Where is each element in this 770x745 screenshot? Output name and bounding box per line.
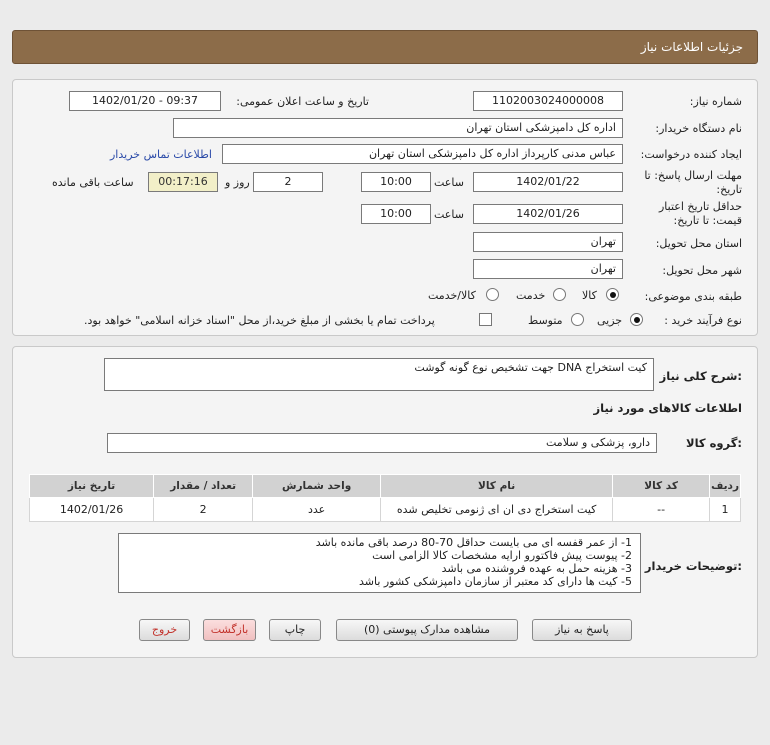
col-row: ردیف bbox=[710, 475, 741, 498]
goods-section-title: اطلاعات کالاهای مورد نیاز bbox=[593, 401, 742, 415]
process-label: نوع فرآیند خرید : bbox=[664, 314, 742, 327]
print-button[interactable]: چاپ bbox=[269, 619, 321, 641]
validity-label: حداقل تاریخ اعتبار bbox=[658, 200, 742, 213]
col-date: تاریخ نیاز bbox=[30, 475, 154, 498]
remaining-time-label: ساعت باقی مانده bbox=[52, 176, 134, 189]
buyer-notes-field bbox=[118, 533, 641, 593]
deadline-time-field: 10:00 bbox=[361, 172, 431, 192]
requester-label: ایجاد کننده درخواست: bbox=[640, 148, 742, 161]
goods-table bbox=[29, 474, 741, 522]
validity-label-date: قیمت: تا تاریخ: bbox=[673, 214, 742, 227]
process-radio-medium[interactable] bbox=[571, 313, 584, 326]
page-header bbox=[12, 30, 758, 64]
notes-label: توضیحات خریدار: bbox=[644, 559, 742, 573]
goods-group-field: دارو، پزشکی و سلامت bbox=[107, 433, 657, 453]
requester-field: عباس مدنی کارپرداز اداره کل دامپزشکی استان تهران bbox=[222, 144, 623, 164]
note-line: 2- پیوست پیش فاکتورو ارایه مشخصات کالا الزامی است bbox=[372, 549, 632, 562]
deadline-label: مهلت ارسال پاسخ: تا bbox=[644, 169, 742, 182]
announce-label: تاریخ و ساعت اعلان عمومی: bbox=[236, 95, 369, 108]
deadline-date-field: 1402/01/22 bbox=[473, 172, 623, 192]
province-field: تهران bbox=[473, 232, 623, 252]
note-line: 3- هزینه حمل به عهده فروشنده می باشد bbox=[441, 562, 632, 575]
summary-label: شرح کلی نیاز: bbox=[659, 369, 742, 383]
buyer-org-label: نام دستگاه خریدار: bbox=[655, 122, 742, 135]
view-attachments-button[interactable]: مشاهده مدارک پیوستی (0) bbox=[336, 619, 518, 641]
treasury-payment-note: پرداخت تمام یا بخشی از مبلغ خرید،از محل "اسناد خزانه اسلامی" خواهد بود. bbox=[84, 314, 435, 327]
category-option-goods: کالا bbox=[582, 289, 597, 302]
category-option-service: خدمت bbox=[516, 289, 546, 302]
announce-datetime-field: 1402/01/20 - 09:37 bbox=[69, 91, 221, 111]
need-number-field: 1102003024000008 bbox=[473, 91, 623, 111]
process-option-medium: متوسط bbox=[528, 314, 563, 327]
treasury-payment-checkbox[interactable] bbox=[479, 313, 492, 326]
category-radio-goods-service[interactable] bbox=[486, 288, 499, 301]
back-button[interactable]: بازگشت bbox=[203, 619, 256, 641]
goods-group-label: گروه کالا: bbox=[686, 436, 742, 450]
note-line: 5- کیت ها دارای کد معتبر از سازمان دامپزشکی کشور باشد bbox=[358, 575, 632, 588]
cell-unit: عدد bbox=[253, 498, 381, 522]
process-radio-minor[interactable] bbox=[630, 313, 643, 326]
validity-date-field: 1402/01/26 bbox=[473, 204, 623, 224]
days-remaining-field: 2 bbox=[253, 172, 323, 192]
city-label: شهر محل تحویل: bbox=[662, 264, 742, 277]
cell-name: کیت استخراج دی ان ای ژنومی تخلیص شده bbox=[381, 498, 613, 522]
exit-button[interactable]: خروج bbox=[139, 619, 190, 641]
category-label: طبقه بندی موضوعی: bbox=[644, 290, 742, 303]
category-option-goods-service: کالا/خدمت bbox=[428, 289, 476, 302]
col-unit: واحد شمارش bbox=[253, 475, 381, 498]
buyer-org-field: اداره کل دامپزشکی استان تهران bbox=[173, 118, 623, 138]
table-row bbox=[30, 498, 741, 522]
validity-time-field: 10:00 bbox=[361, 204, 431, 224]
process-option-minor: جزیی bbox=[597, 314, 623, 327]
cell-code: -- bbox=[613, 498, 710, 522]
deadline-time-label: ساعت bbox=[434, 176, 464, 189]
cell-row: 1 bbox=[710, 498, 741, 522]
reply-button[interactable]: پاسخ به نیاز bbox=[532, 619, 632, 641]
buyer-contact-link[interactable]: اطلاعات تماس خریدار bbox=[110, 148, 212, 161]
validity-time-label: ساعت bbox=[434, 208, 464, 221]
category-radio-service[interactable] bbox=[553, 288, 566, 301]
days-label: روز و bbox=[225, 176, 250, 189]
deadline-label-date: تاریخ: bbox=[716, 183, 742, 196]
cell-qty: 2 bbox=[154, 498, 253, 522]
countdown-timer: 00:17:16 bbox=[148, 172, 218, 192]
summary-field: کیت استخراج DNA جهت تشخیص نوع گونه گوشت bbox=[104, 358, 654, 391]
category-radio-goods[interactable] bbox=[606, 288, 619, 301]
col-name: نام کالا bbox=[381, 475, 613, 498]
province-label: استان محل تحویل: bbox=[655, 237, 742, 250]
col-code: کد کالا bbox=[613, 475, 710, 498]
note-line: 1- از عمر قفسه ای می بایست حداقل 70-80 درصد باقی مانده باشد bbox=[315, 536, 632, 549]
col-qty: تعداد / مقدار bbox=[154, 475, 253, 498]
need-number-label: شماره نیاز: bbox=[689, 95, 742, 108]
goods-table-header bbox=[30, 475, 741, 498]
city-field: تهران bbox=[473, 259, 623, 279]
cell-date: 1402/01/26 bbox=[30, 498, 154, 522]
page-title: جزئیات اطلاعات نیاز bbox=[640, 40, 743, 54]
